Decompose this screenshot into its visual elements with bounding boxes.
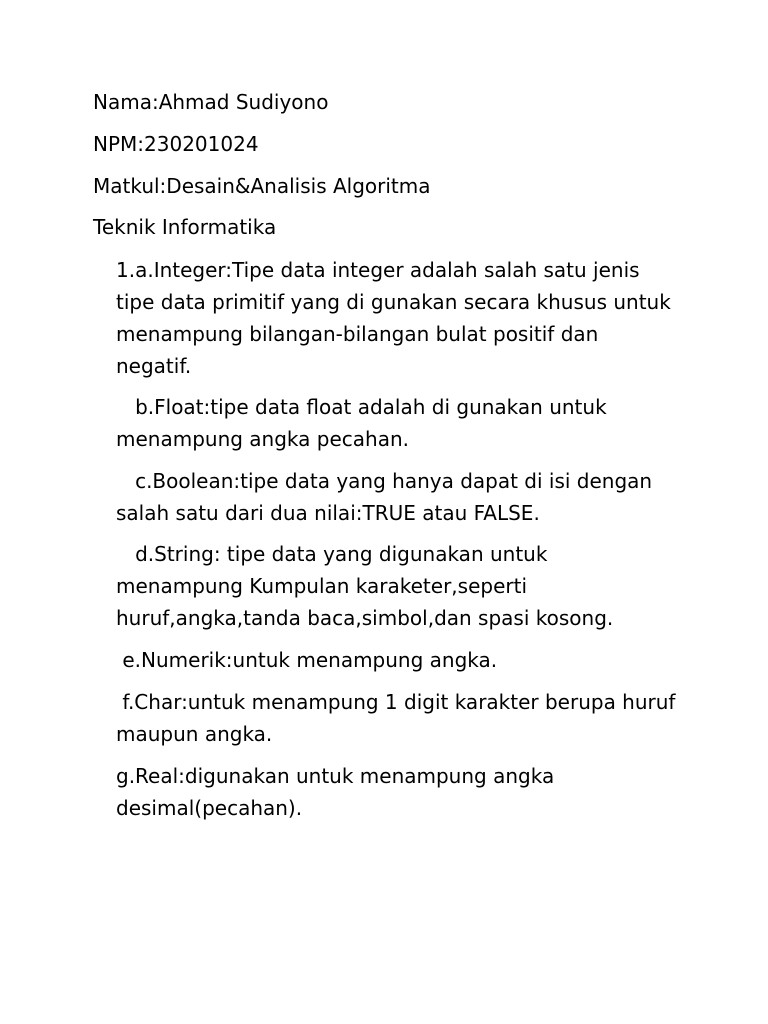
answer-d-string: d.String: tipe data yang digunakan untuk menampung Kumpulan karaketer,seperti huruf,angka,tanda baca,simbol,dan spasi kosong. [116,542,614,630]
answer-c-boolean: c.Boolean:tipe data yang hanya dapat di isi dengan salah satu dari dua nilai:TRUE atau FALSE. [116,469,659,525]
answer-f-char: f.Char:untuk menampung 1 digit karakter berupa huruf maupun angka. [116,690,682,746]
answer-e-numerik: e.Numerik:untuk menampung angka. [116,648,498,672]
study-program: Teknik Informatika [93,215,277,239]
student-name: Nama:Ahmad Sudiyono [93,90,329,114]
answer-b-float: b.Float:tipe data float adalah di gunakan untuk menampung angka pecahan. [116,395,614,451]
student-npm: NPM:230201024 [93,132,259,156]
answer-g-real: g.Real:digunakan untuk menampung angka desimal(pecahan). [116,764,561,820]
course-name: Matkul:Desain&Analisis Algoritma [93,174,431,198]
answer-a-integer: 1.a.Integer:Tipe data integer adalah salah satu jenis tipe data primitif yang di gunakan secara khusus untuk menampung bilangan-bilangan bulat positif dan negatif. [116,258,678,378]
